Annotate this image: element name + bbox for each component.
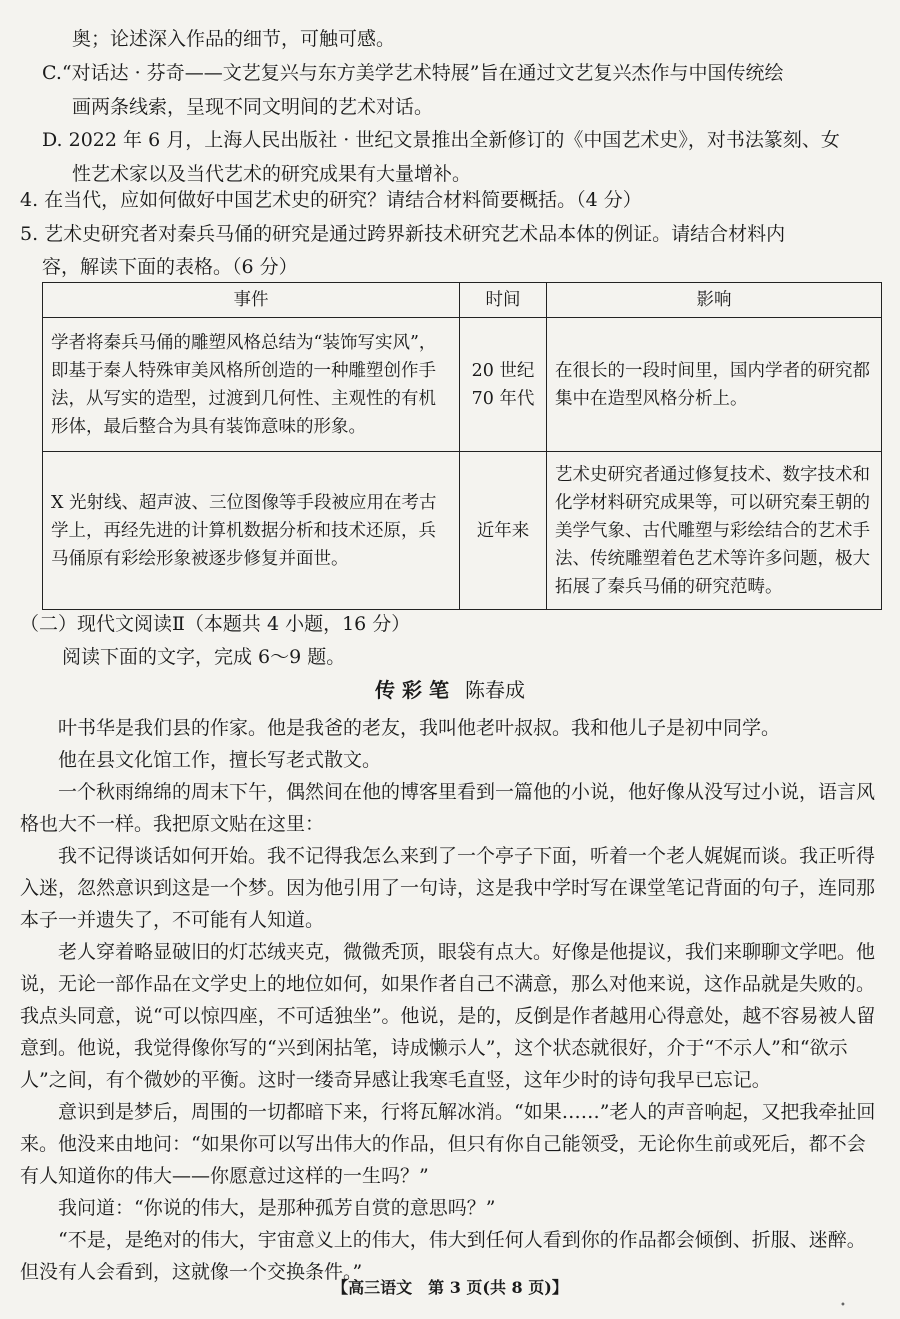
row2-impact: 艺术史研究者通过修复技术、数字技术和化学材料研究成果等，可以研究秦王朝的美学气象、古代雕塑与彩绘结合的艺术手法、传统雕塑着色艺术等许多问题，极大拓展了秦兵马俑的研究范畴。 xyxy=(547,452,882,610)
table-row xyxy=(43,318,882,452)
row2-event: X 光射线、超声波、三位图像等手段被应用在考古学上，再经先进的计算机数据分析和技术还原，兵马俑原有彩绘形象被逐步修复并面世。 xyxy=(43,452,460,610)
story-title: 传 彩 笔 xyxy=(375,678,449,702)
header-impact: 影响 xyxy=(547,283,882,318)
option-c-line1: C.“对话达 · 芬奇——文艺复兴与东方美学艺术特展”旨在通过文艺复兴杰作与中国传统绘 xyxy=(42,62,784,84)
story-body xyxy=(20,712,880,1288)
page-footer: 【高三语文 第 3 页(共 8 页)】 xyxy=(332,1278,568,1297)
section-heading: （二）现代文阅读Ⅱ（本题共 4 小题，16 分） xyxy=(20,613,411,635)
story-paragraph: 一个秋雨绵绵的周末下午，偶然间在他的博客里看到一篇他的小说，他好像从没写过小说，语言风格也大不一样。我把原文贴在这里： xyxy=(20,781,876,835)
section-instruction: 阅读下面的文字，完成 6～9 题。 xyxy=(62,646,346,668)
option-c-line2: 画两条线索，呈现不同文明间的艺术对话。 xyxy=(72,96,434,118)
option-b-tail: 奥；论述深入作品的细节，可触可感。 xyxy=(72,28,396,50)
table-header-row xyxy=(43,283,882,318)
story-paragraph: 他在县文化馆工作，擅长写老式散文。 xyxy=(58,749,382,771)
story-paragraph: 老人穿着略显破旧的灯芯绒夹克，微微秃顶，眼袋有点大。好像是他提议，我们来聊聊文学吧。他说，无论一部作品在文学史上的地位如何，如果作者自己不满意，那么对他来说，这作品就是失败的。我点头同意，说“可以惊四座，不可适独坐”。他说，是的，反倒是作者越用心得意处，越不容易被人留意到。他说，我觉得像你写的“兴到闲拈笔，诗成懒示人”，这个状态就很好，介于“不示人”和“欲示人”之间，有个微妙的平衡。这时一缕奇异感让我寒毛直竖，这年少时的诗句我早已忘记。 xyxy=(20,941,876,1091)
story-title-line xyxy=(0,678,900,702)
option-d-line2: 性艺术家以及当代艺术的研究成果有大量增补。 xyxy=(72,163,472,185)
question-5-line1: 5. 艺术史研究者对秦兵马俑的研究是通过跨界新技术研究艺术品本体的例证。请结合材料内 xyxy=(20,223,786,245)
question-4: 4. 在当代，应如何做好中国艺术史的研究？请结合材料简要概括。（4 分） xyxy=(20,189,642,211)
header-event: 事件 xyxy=(43,283,460,318)
story-paragraph: 我问道：“你说的伟大，是那种孤芳自赏的意思吗？” xyxy=(58,1197,496,1219)
option-d-line1: D. 2022 年 6 月，上海人民出版社 · 世纪文景推出全新修订的《中国艺术史》，对书法篆刻、女 xyxy=(42,129,840,151)
table-row xyxy=(43,452,882,610)
story-paragraph: “不是，是绝对的伟大，宇宙意义上的伟大，伟大到任何人看到你的作品都会倾倒、折服、迷醉。但没有人会看到，这就像一个交换条件。” xyxy=(20,1229,866,1283)
story-paragraph: 我不记得谈话如何开始。我不记得我怎么来到了一个亭子下面，听着一个老人娓娓而谈。我正听得入迷，忽然意识到这是一个梦。因为他引用了一句诗，这是我中学时写在课堂笔记背面的句子，连同那本子一并遗失了，不可能有人知道。 xyxy=(20,845,876,931)
story-paragraph: 叶书华是我们县的作家。他是我爸的老友，我叫他老叶叔叔。我和他儿子是初中同学。 xyxy=(58,717,781,739)
research-table xyxy=(42,282,882,610)
question-5-line2: 容，解读下面的表格。（6 分） xyxy=(42,256,298,278)
row1-event: 学者将秦兵马俑的雕塑风格总结为“装饰写实风”，即基于秦人特殊审美风格所创造的一种雕塑创作手法，从写实的造型，过渡到几何性、主观性的有机形体，最后整合为具有装饰意味的形象。 xyxy=(43,318,460,452)
story-author: 陈春成 xyxy=(464,678,525,702)
row2-time: 近年来 xyxy=(460,452,547,610)
row1-time: 20 世纪 70 年代 xyxy=(460,318,547,452)
header-time: 时间 xyxy=(460,283,547,318)
scan-mark: • xyxy=(840,1300,846,1311)
row1-impact: 在很长的一段时间里，国内学者的研究都集中在造型风格分析上。 xyxy=(547,318,882,452)
story-paragraph: 意识到是梦后，周围的一切都暗下来，行将瓦解冰消。“如果……”老人的声音响起，又把我牵扯回来。他没来由地问：“如果你可以写出伟大的作品，但只有你自己能领受，无论你生前或死后，都不会有人知道你的伟大——你愿意过这样的一生吗？” xyxy=(20,1101,876,1187)
